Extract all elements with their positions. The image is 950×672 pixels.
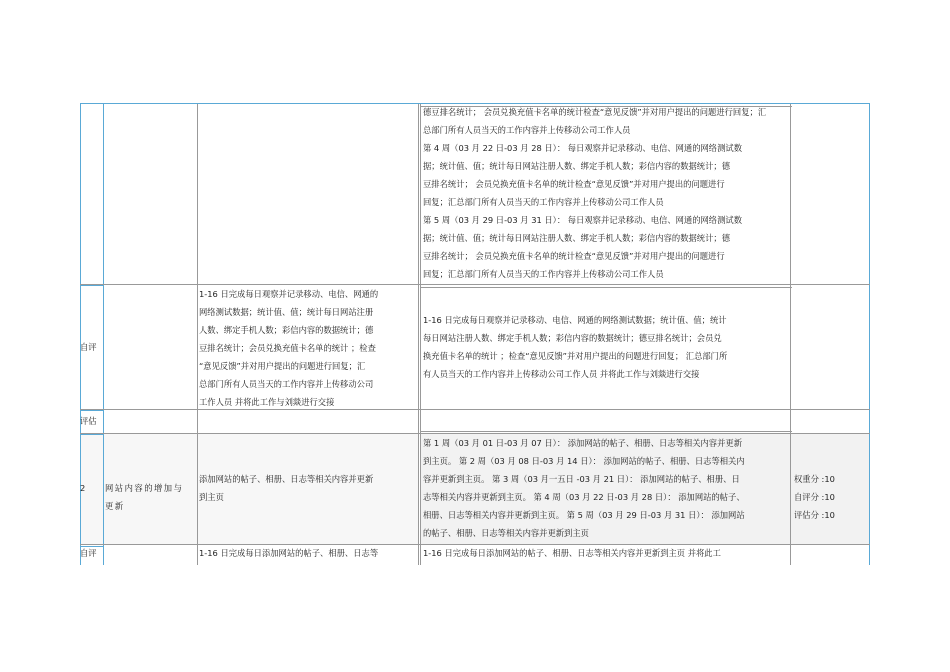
top-plan-line: 豆排名统计； 会员兑换充值卡名单的统计检查“意见反馈”并对用户提出的问题进行 bbox=[423, 179, 725, 189]
self-eval-right-line: 有人员当天的工作内容并上传移动公司工作人员 并将此工作与刘燚进行交接 bbox=[423, 369, 700, 379]
self-eval-label-2: 自评 bbox=[80, 548, 97, 558]
top-plan-line: 回复；汇总部门所有人员当天的工作内容并上传移动公司工作人员 bbox=[423, 197, 664, 207]
task-text bbox=[199, 470, 373, 506]
grid-right-edge bbox=[869, 103, 870, 565]
plan-line: 容并更新到主页。 第 3 周（03 月一五日 -03 月 21 日）： 添加网站的帖子、相册、日 bbox=[423, 474, 740, 484]
grid-col3-line bbox=[418, 103, 419, 565]
self-score: 自评分 :10 bbox=[794, 492, 835, 502]
self-eval-right-line: 每日网站注册人数、绑定手机人数；彩信内容的数据统计；德豆排名统计；会员兑 bbox=[423, 333, 722, 343]
self-eval-right-text bbox=[423, 311, 727, 383]
top-plan-line: 第 4 周（03 月 22 日-03 月 28 日）： 每日观察并记录移动、电信、网通的网络测试数 bbox=[423, 143, 742, 153]
self-eval-left-line: 豆排名统计；会员兑换充值卡名单的统计 ；检查 bbox=[199, 343, 376, 353]
top-plan-line: 回复；汇总部门所有人员当天的工作内容并上传移动公司工作人员 bbox=[423, 269, 664, 279]
plan-line: 志等相关内容并更新到主页。 第 4 周（03 月 22 日-03 月 28 日）： 添加网站的帖子、 bbox=[423, 492, 745, 502]
self-eval-right-line: 1-16 日完成每日观察并记录移动、电信、网通的网络测试数据；统计值、值；统计 bbox=[423, 315, 727, 325]
self-eval-left-line: 1-16 日完成每日观察并记录移动、电信、网通的 bbox=[199, 289, 379, 299]
grid-h1-blue bbox=[80, 285, 104, 286]
self-eval-label: 自评 bbox=[80, 342, 97, 352]
top-plan-line: 第 5 周（03 月 29 日-03 月 31 日）： 每日观察并记录移动、电信、网通的网络测试数 bbox=[423, 215, 742, 225]
weight-score: 权重分 :10 bbox=[794, 474, 835, 484]
self-eval-right-line: 换充值卡名单的统计 ；检查“意见反馈”并对用户提出的问题进行回复； 汇总部门所 bbox=[423, 351, 728, 361]
grid-h3-blue bbox=[80, 434, 104, 435]
self-eval-right-2: 1-16 日完成每日添加网站的帖子、相册、日志等相关内容并更新到主页 并将此工 bbox=[423, 548, 721, 558]
grid-col1-line bbox=[103, 103, 104, 565]
self-eval-left-text bbox=[199, 285, 378, 411]
evaluation-score: 评估分 :10 bbox=[794, 510, 835, 520]
category-text bbox=[105, 479, 183, 515]
top-plan-line: 德豆排名统计； 会员兑换充值卡名单的统计检查“意见反馈”并对用户提出的问题进行回复；汇总部门所有人员当天的工作内容并上传移动公司工作人员 bbox=[423, 107, 767, 135]
task-line: 到主页 bbox=[199, 492, 224, 502]
self-eval-left-line: “意见反馈”并对用户提出的问题进行回复；汇 bbox=[199, 361, 366, 371]
self-eval-left-line: 总部门所有人员当天的工作内容并上传移动公司 bbox=[199, 379, 374, 389]
category-line: 网站内容的增加与 bbox=[105, 483, 184, 493]
grid-h2-blue bbox=[80, 410, 104, 411]
row-number: 2 bbox=[80, 483, 86, 493]
grid-col2-line bbox=[197, 103, 198, 565]
self-eval-left-line: 人数、绑定手机人数；彩信内容的数据统计；德 bbox=[199, 325, 374, 335]
grid-h3b bbox=[420, 431, 792, 432]
plan-line: 的帖子、相册、日志等相关内容并更新到主页 bbox=[423, 528, 589, 538]
grid-h1b bbox=[420, 287, 792, 288]
grid-col4-line bbox=[790, 103, 791, 565]
plan-line: 到主页。 第 2 周（03 月 08 日-03 月 14 日）： 添加网站的帖子、相册、日志等相关内 bbox=[423, 456, 745, 466]
plan-text bbox=[423, 434, 745, 542]
grid-col3b-line bbox=[420, 103, 421, 565]
evaluation-label: 评估 bbox=[80, 416, 97, 426]
top-plan-line: 据；统计值、值；统计每日网站注册人数、绑定手机人数；彩信内容的数据统计；德 bbox=[423, 161, 730, 171]
self-eval-left-line: 网络测试数据；统计值、值；统计每日网站注册 bbox=[199, 307, 374, 317]
top-plan-line: 豆排名统计； 会员兑换充值卡名单的统计检查“意见反馈”并对用户提出的问题进行 bbox=[423, 251, 725, 261]
self-eval-left-2: 1-16 日完成每日添加网站的帖子、相册、日志等 bbox=[199, 548, 379, 558]
top-plan-text bbox=[423, 103, 773, 283]
top-plan-line: 据；统计值、值；统计每日网站注册人数、绑定手机人数；彩信内容的数据统计；德 bbox=[423, 233, 730, 243]
category-line: 更新 bbox=[105, 501, 125, 511]
score-text bbox=[794, 470, 835, 524]
plan-line: 相册、日志等相关内容并更新到主页。 第 5 周（03 月 29 日-03 月 31 日）： 添加网站 bbox=[423, 510, 745, 520]
task-line: 添加网站的帖子、相册、日志等相关内容并更新 bbox=[199, 474, 374, 484]
self-eval-left-line: 工作人员 并将此工作与刘燚进行交接 bbox=[199, 397, 335, 407]
plan-line: 第 1 周（03 月 01 日-03 月 07 日）： 添加网站的帖子、相册、日志等相关内容并更新 bbox=[423, 438, 742, 448]
